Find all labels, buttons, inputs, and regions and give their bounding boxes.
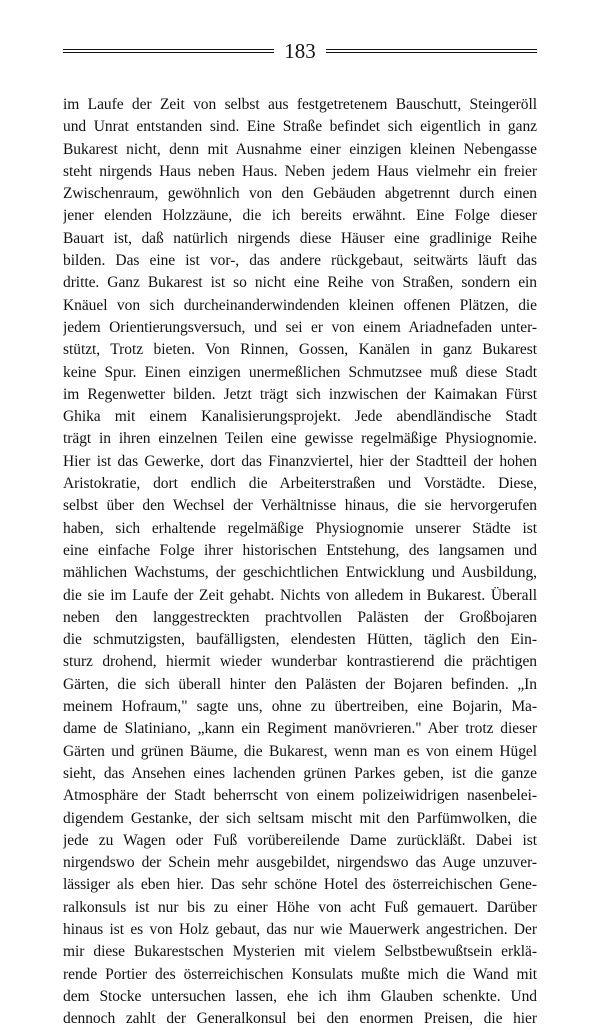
text-line: und Unrat entstanden sind. Eine Straße befindet sich eigentlich in ganz bbox=[63, 118, 537, 136]
header-rule-right bbox=[326, 49, 537, 53]
text-line: jener elenden Holzzäune, die ich bereits erwähnt. Eine Folge dieser bbox=[63, 207, 537, 225]
text-line: Bukarest nicht, denn mit Ausnahme einer einzigen kleinen Nebengasse bbox=[63, 140, 537, 158]
text-line: die schmutzigsten, baufälligsten, elendesten Hütten, täglich den Ein- bbox=[63, 631, 537, 649]
text-line: Aristokratie, dort endlich die Arbeiterstraßen und Vorstädte. Diese, bbox=[63, 475, 537, 493]
text-line: dem Stocke untersuchen lassen, ehe ich ihm Glauben schenkte. Und bbox=[63, 987, 537, 1005]
text-line: meinem Hofraum," sagte uns, ohne zu übertreiben, eine Bojarin, Ma- bbox=[63, 698, 537, 716]
text-line: keine Spur. Einen einzigen unermeßlichen Schmutzsee muß diese Stadt bbox=[63, 363, 537, 381]
text-line: nirgendswo der Schein mehr ausgebildet, nirgendswo das Auge unzuver- bbox=[63, 854, 537, 872]
text-line: jede zu Wagen oder Fuß vorübereilende Dame zurückläßt. Dabei ist bbox=[63, 831, 537, 849]
text-line: dritte. Ganz Bukarest ist so nicht eine Reihe von Straßen, sondern ein bbox=[63, 274, 537, 292]
text-line: steht nirgends Haus neben Haus. Neben jedem Haus vielmehr ein freier bbox=[63, 162, 537, 180]
text-line: ralkonsuls ist nur bis zu einer Höhe von acht Fuß gemauert. Darüber bbox=[63, 898, 537, 916]
book-page bbox=[63, 40, 537, 1030]
text-line: sturz drohend, hiermit wieder wunderbar kontrastierend die prächtigen bbox=[63, 653, 537, 671]
text-line: dame de Slatiniano, „kann ein Regiment manövrieren." Aber trotz dieser bbox=[63, 720, 537, 738]
text-line: im Laufe der Zeit von selbst aus festgetretenem Bauschutt, Steingeröll bbox=[63, 96, 537, 113]
text-line: eine einfache Folge ihrer historischen Entstehung, des langsamen und bbox=[63, 541, 537, 559]
header-rule-left bbox=[63, 49, 274, 53]
text-line: dennoch zahlt der Generalkonsul bei den enormen Preisen, die hier bbox=[63, 1010, 537, 1028]
page-number: 183 bbox=[284, 39, 316, 63]
text-line: die sie im Laufe der Zeit gehabt. Nichts von alledem in Bukarest. Überall bbox=[63, 586, 537, 604]
text-line: hinaus ist es von Holz gebaut, das nur wie Mauerwerk angestrichen. Der bbox=[63, 920, 537, 938]
text-line: Gärten und grünen Bäume, die Bukarest, wenn man es von einem Hügel bbox=[63, 742, 537, 760]
page-header bbox=[63, 40, 537, 62]
text-line: Gärten, die sich überall hinter den Palästen der Bojaren befinden. „In bbox=[63, 675, 537, 693]
text-line: Knäuel von sich durcheinanderwindenden kleinen offenen Plätzen, die bbox=[63, 296, 537, 314]
text-line: bilden. Das eine ist vor-, das andere rückgebaut, seitwärts läuft das bbox=[63, 252, 537, 270]
text-line: digendem Gestanke, der sich seltsam mischt mit den Parfümwolken, die bbox=[63, 809, 537, 827]
text-line: neben den langgestreckten prachtvollen Palästen der Großbojaren bbox=[63, 608, 537, 626]
text-line: Hier ist das Gewerke, dort das Finanzviertel, hier der Stadtteil der hohen bbox=[63, 452, 537, 470]
text-line: stützt, Trotz bieten. Von Rinnen, Gossen, Kanälen in ganz Bukarest bbox=[63, 341, 537, 359]
text-line: Ghika mit einem Kanalisierungsprojekt. Jede abendländische Stadt bbox=[63, 408, 537, 426]
text-line: jedem Orientierungsversuch, und sei er von einem Ariadnefaden unter- bbox=[63, 318, 537, 336]
text-line: Zwischenraum, gewöhnlich von den Gebäuden abgetrennt durch einen bbox=[63, 185, 537, 203]
text-line: Atmosphäre der Stadt beherrscht von einem polizeiwidrigen nasenbelei- bbox=[63, 787, 537, 805]
text-line: mir diese Bukarestschen Mysterien mit vielem Selbstbewußtsein erklä- bbox=[63, 943, 537, 961]
text-line: im Regenwetter bilden. Jetzt trägt sich inzwischen der Kaimakan Fürst bbox=[63, 385, 537, 403]
text-line: haben, sich erhaltende regelmäßige Physiognomie unserer Städte ist bbox=[63, 519, 537, 537]
text-line: selbst über den Wechsel der Verhältnisse hinaus, die sie hervorgerufen bbox=[63, 497, 537, 515]
text-line: lässiger als eben hier. Das sehr schöne Hotel des österreichischen Gene- bbox=[63, 876, 537, 894]
text-line: rende Portier des österreichischen Konsulats mußte mich die Wand mit bbox=[63, 965, 537, 983]
text-line: Bauart ist, daß natürlich nirgends diese Häuser eine gradlinige Reihe bbox=[63, 229, 537, 247]
text-line: sieht, das Ansehen eines lachenden grünen Parkes geben, ist die ganze bbox=[63, 764, 537, 782]
text-line: trägt in ihren einzelnen Teilen eine gewisse regelmäßige Physiognomie. bbox=[63, 430, 537, 448]
text-line: mählichen Wachstums, der geschichtlichen Entwicklung und Ausbildung, bbox=[63, 564, 537, 582]
body-text bbox=[63, 94, 537, 1030]
